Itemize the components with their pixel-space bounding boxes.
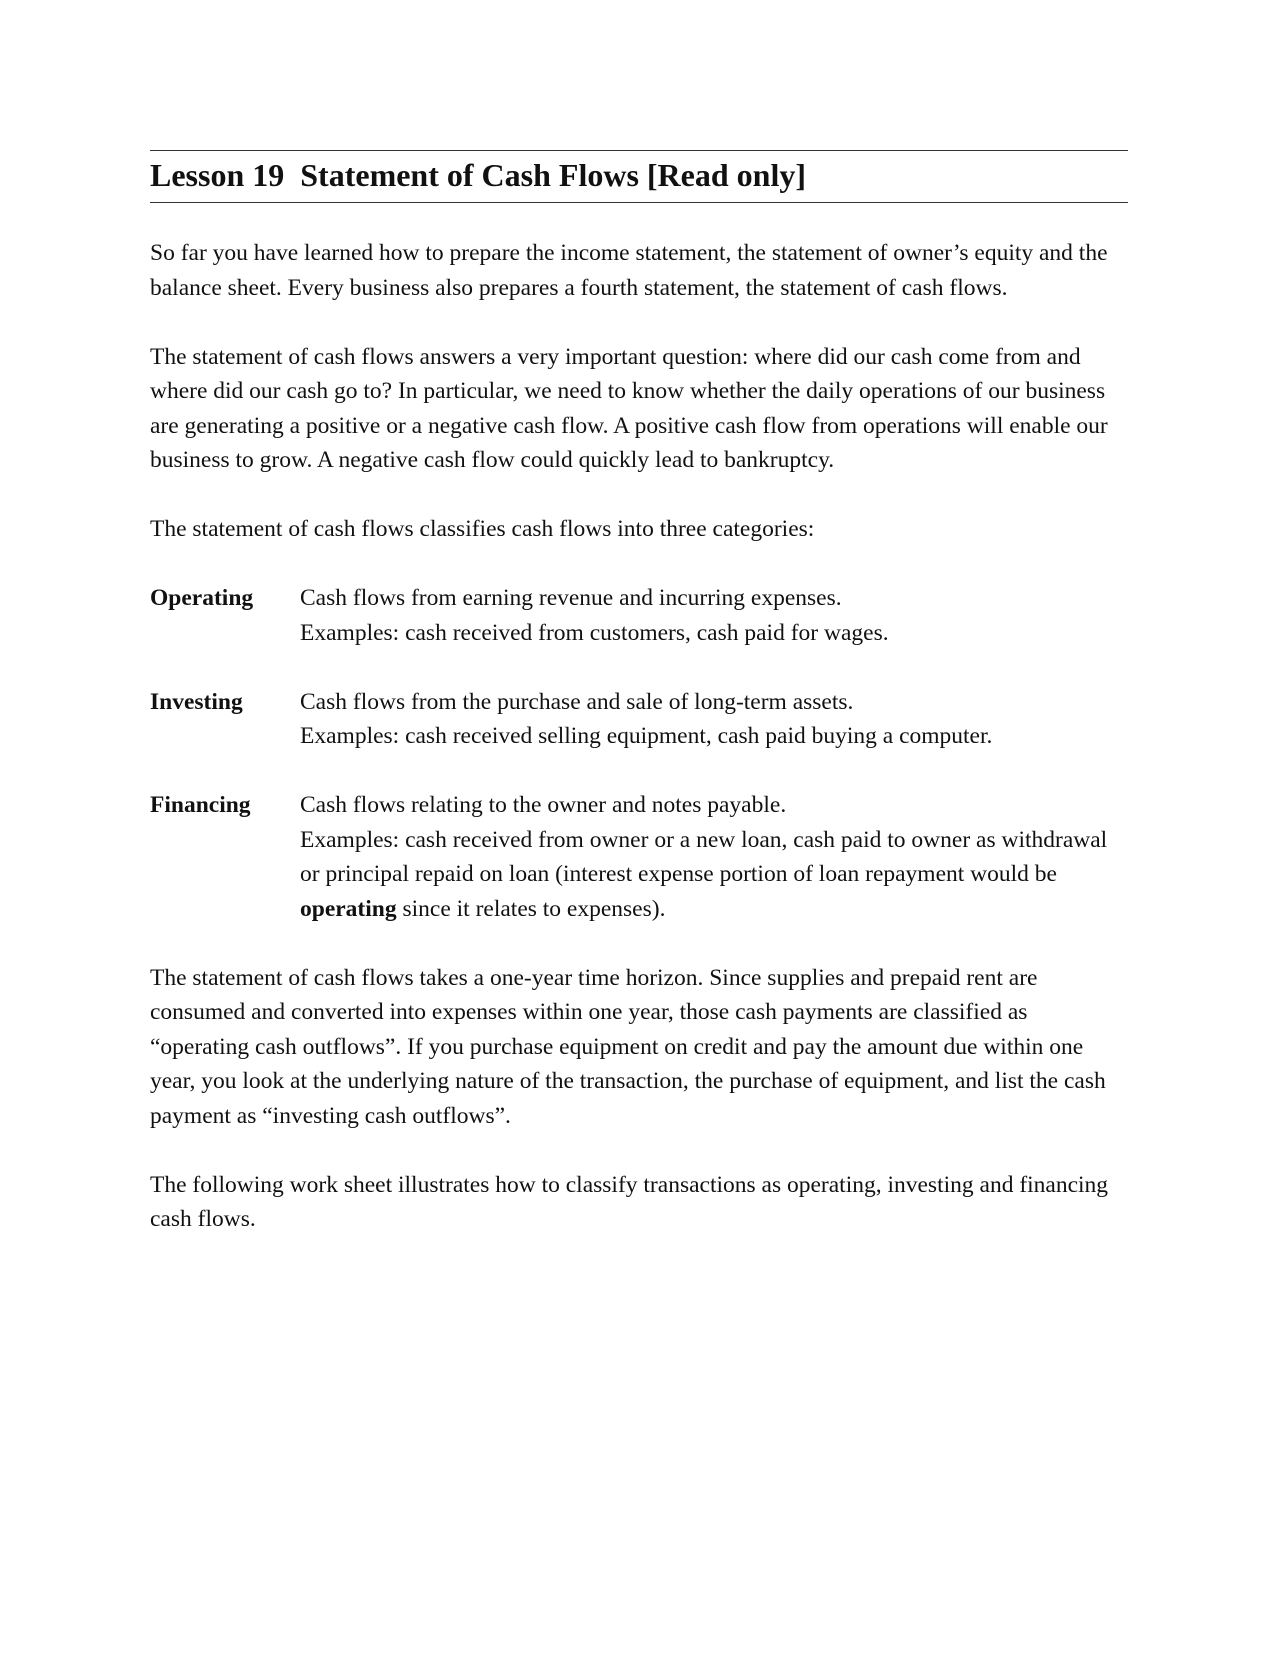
document-page (150, 150, 1128, 1237)
category-financing (150, 788, 1128, 926)
category-examples (300, 823, 1128, 927)
category-definition: Cash flows from the purchase and sale of long-term assets. (300, 688, 854, 715)
category-term: Operating (150, 585, 254, 611)
category-description (300, 788, 1128, 926)
category-definition: Cash flows from earning revenue and incurring expenses. (300, 585, 842, 611)
intro-paragraph: The statement of cash flows answers a very important question: where did our cash come from and where did our cash go to? In particular, we need to know whether the daily operations of our business are generating a positive or a negative cash flow. A positive cash flow from operations will enable our business to grow. A negative cash flow could quickly lead to bankruptcy. (150, 343, 1108, 473)
body-paragraph: The following work sheet illustrates how to classify transactions as operating, investing and financing cash flows. (150, 1171, 1109, 1232)
category-definition: Cash flows relating to the owner and notes payable. (300, 792, 787, 818)
page-title: Lesson 19 Statement of Cash Flows [Read only] (150, 157, 806, 193)
examples-text: Examples: cash received from owner or a new loan, cash paid to owner as withdrawal or principal repaid on loan (interest expense portion of loan repayment would be (300, 826, 1108, 887)
category-description (300, 685, 1128, 754)
category-examples: Examples: cash received from customers, cash paid for wages. (300, 619, 889, 646)
category-term: Financing (150, 792, 251, 818)
intro-paragraph: The statement of cash flows classifies cash flows into three categories: (150, 516, 815, 542)
body-paragraph: The statement of cash flows takes a one-year time horizon. Since supplies and prepaid rent are consumed and converted into expenses within one year, those cash payments are classified as “operating cash outflows”. If you purchase equipment on credit and pay the amount due within one year, you look at the underlying nature of the transaction, the purchase of equipment, and list the cash payment as “investing cash outflows”. (150, 964, 1106, 1129)
emphasis-operating: operating (300, 895, 397, 922)
intro-paragraph: So far you have learned how to prepare the income statement, the statement of owner’s equity and the balance sheet. Every business also prepares a fourth statement, the statement of cash flows. (150, 240, 1108, 301)
category-investing (150, 685, 1128, 754)
category-term: Investing (150, 688, 243, 715)
examples-text: since it relates to expenses). (396, 895, 666, 922)
category-examples: Examples: cash received selling equipment, cash paid buying a computer. (300, 723, 993, 749)
category-description (300, 581, 1128, 650)
title-block (150, 150, 1128, 203)
category-operating (150, 581, 1128, 650)
